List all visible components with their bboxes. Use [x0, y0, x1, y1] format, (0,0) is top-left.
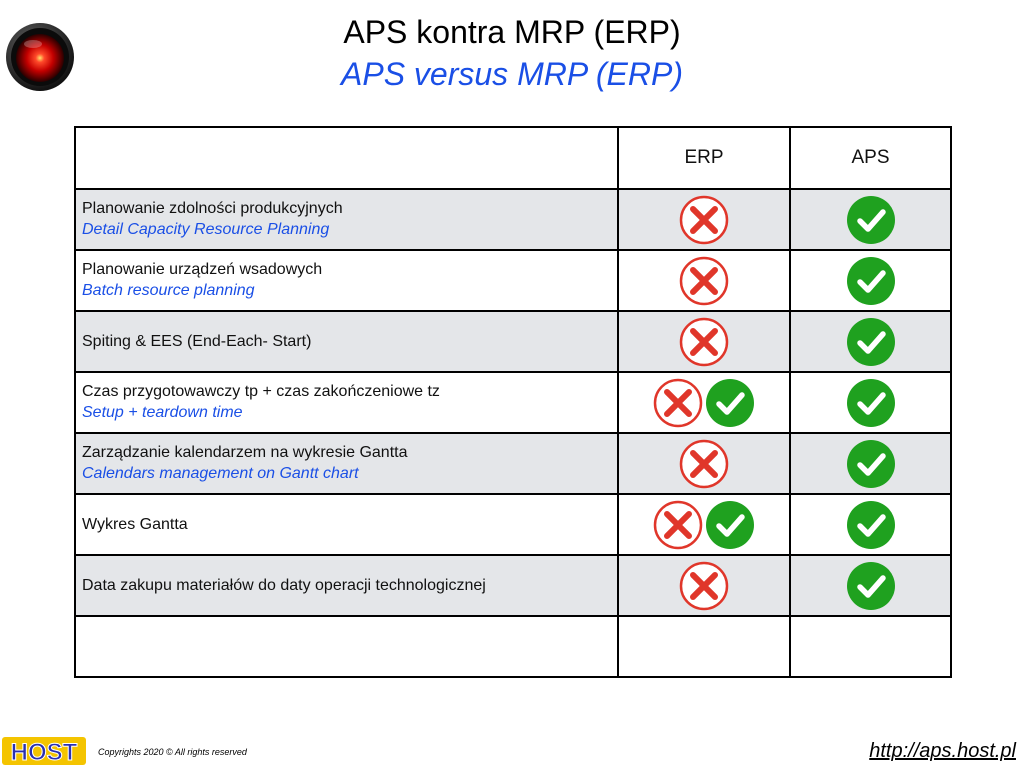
header-cell-aps: APS — [790, 127, 951, 189]
header-cell-feature — [75, 127, 618, 189]
table-row — [75, 494, 951, 555]
feature-label-pl: Planowanie urządzeń wsadowych — [82, 261, 323, 278]
aps-status-cell — [790, 189, 951, 250]
table-header-row — [75, 127, 951, 189]
feature-label-en: Detail Capacity Resource Planning — [82, 221, 330, 238]
erp-status-cell — [618, 250, 790, 311]
table-row — [75, 250, 951, 311]
page-title: APS kontra MRP (ERP) — [343, 14, 681, 50]
feature-label-pl: Planowanie zdolności produkcyjnych — [82, 200, 343, 217]
table-row — [75, 311, 951, 372]
empty-cell — [75, 616, 618, 677]
check-icon — [846, 561, 896, 611]
feature-cell — [75, 311, 618, 372]
feature-label-en: Batch resource planning — [82, 282, 255, 299]
comparison-table — [74, 126, 952, 678]
erp-status-cell — [618, 433, 790, 494]
feature-cell — [75, 555, 618, 616]
aps-status-cell — [790, 433, 951, 494]
feature-cell — [75, 494, 618, 555]
cross-icon — [653, 378, 703, 428]
cross-icon — [679, 195, 729, 245]
header-cell-erp: ERP — [618, 127, 790, 189]
aps-status-cell — [790, 250, 951, 311]
erp-status-cell — [618, 311, 790, 372]
erp-status-cell — [618, 494, 790, 555]
feature-label-pl: Czas przygotowawczy tp + czas zakończeniowe tz — [82, 383, 440, 400]
aps-status-cell — [790, 555, 951, 616]
empty-row — [75, 616, 951, 677]
feature-label-pl: Wykres Gantta — [82, 515, 188, 533]
table-row — [75, 555, 951, 616]
erp-status-cell — [618, 555, 790, 616]
feature-label-en: Calendars management on Gantt chart — [82, 465, 359, 482]
table-row — [75, 372, 951, 433]
check-icon — [846, 500, 896, 550]
cross-icon — [679, 317, 729, 367]
feature-label-pl: Spiting & EES (End-Each- Start) — [82, 332, 312, 350]
aps-status-cell — [790, 311, 951, 372]
check-icon — [846, 378, 896, 428]
table-row — [75, 433, 951, 494]
check-icon — [846, 256, 896, 306]
aps-status-cell — [790, 494, 951, 555]
check-icon — [705, 500, 755, 550]
erp-status-cell — [618, 189, 790, 250]
cross-icon — [679, 439, 729, 489]
erp-status-cell — [618, 372, 790, 433]
feature-cell — [75, 250, 618, 311]
feature-label-pl: Data zakupu materiałów do daty operacji technologicznej — [82, 576, 486, 594]
aps-status-cell — [790, 372, 951, 433]
svg-text:HOST: HOST — [10, 739, 78, 766]
website-link[interactable]: http://aps.host.pl — [869, 740, 1016, 762]
page-subtitle: APS versus MRP (ERP) — [341, 56, 683, 92]
cross-icon — [679, 561, 729, 611]
empty-cell — [790, 616, 951, 677]
feature-cell — [75, 433, 618, 494]
check-icon — [705, 378, 755, 428]
feature-label-pl: Zarządzanie kalendarzem na wykresie Gantta — [82, 444, 408, 461]
feature-cell — [75, 189, 618, 250]
check-icon — [846, 317, 896, 367]
check-icon — [846, 439, 896, 489]
empty-cell — [618, 616, 790, 677]
check-icon — [846, 195, 896, 245]
cross-icon — [653, 500, 703, 550]
table-row — [75, 189, 951, 250]
copyright-text: Copyrights 2020 © All rights reserved — [98, 747, 247, 757]
cross-icon — [679, 256, 729, 306]
feature-label-en: Setup + teardown time — [82, 404, 243, 421]
feature-cell — [75, 372, 618, 433]
host-logo — [2, 735, 86, 767]
